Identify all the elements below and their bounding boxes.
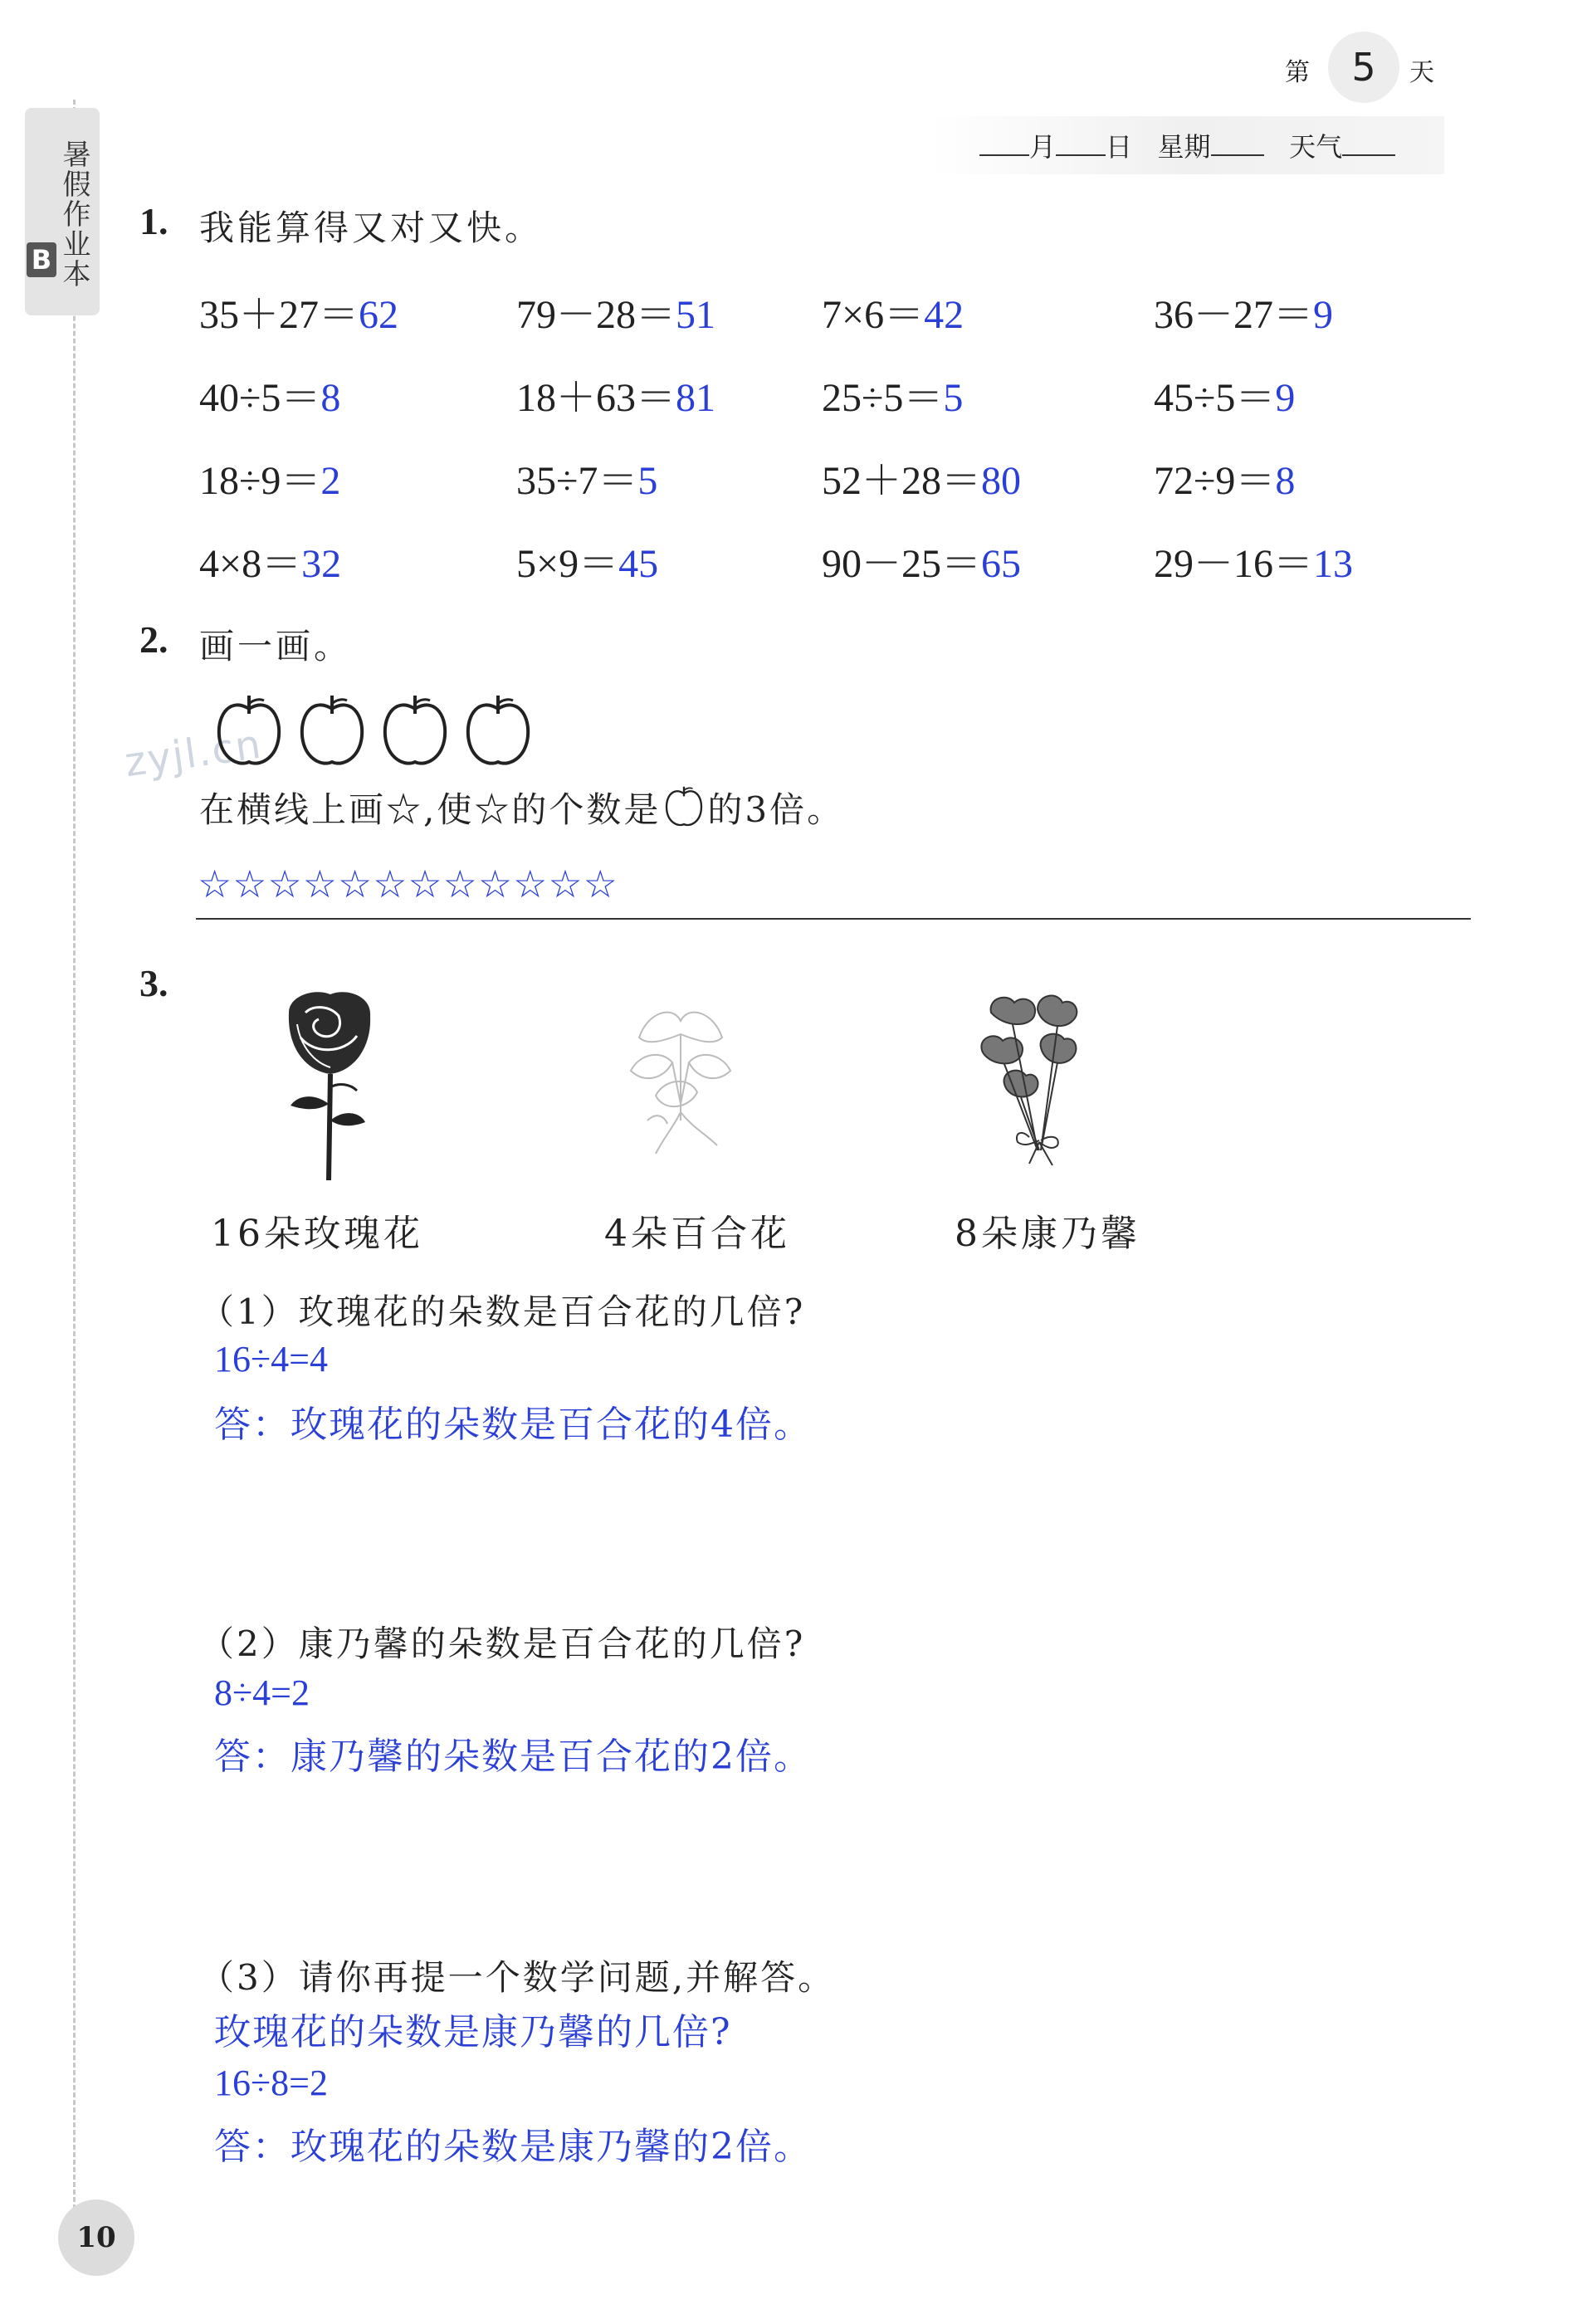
problem2-title: 画一画。 xyxy=(199,626,353,666)
apple-icon xyxy=(661,782,707,830)
month-label: 月 xyxy=(1029,131,1057,163)
calc-expression: 35＋27＝ xyxy=(199,293,359,337)
problem1-number: 1. xyxy=(139,200,168,242)
apple-icon xyxy=(463,689,533,772)
calc-expression: 52＋28＝ xyxy=(822,459,982,503)
calc-item xyxy=(516,365,715,422)
month-blank[interactable] xyxy=(979,129,1029,156)
instruction-before: 在横线上画☆,使☆的个数是 xyxy=(199,789,662,830)
rose-label: 16朵玫瑰花 xyxy=(211,1213,423,1255)
calc-expression: 35÷7＝ xyxy=(516,459,638,503)
day-number: 5 xyxy=(1328,32,1399,103)
answer-line xyxy=(196,918,1471,920)
weekday-blank[interactable] xyxy=(1211,129,1264,156)
calc-answer: 45 xyxy=(618,542,659,586)
calc-item xyxy=(822,448,1021,505)
calc-answer: 51 xyxy=(676,293,716,337)
calc-answer: 62 xyxy=(359,293,399,337)
problem2-number: 2. xyxy=(139,618,168,661)
calc-item xyxy=(199,448,340,505)
calc-item xyxy=(516,448,657,505)
calc-expression: 25÷5＝ xyxy=(822,376,944,420)
calc-answer: 5 xyxy=(637,459,658,503)
rose-icon xyxy=(264,988,397,1187)
calc-answer: 13 xyxy=(1313,542,1354,586)
calc-expression: 29－16＝ xyxy=(1154,542,1314,586)
carnation-label: 8朵康乃馨 xyxy=(955,1213,1140,1255)
weekday-label: 星期 xyxy=(1157,131,1211,163)
calc-item xyxy=(199,365,340,422)
question-2: （2）康乃馨的朵数是百合花的几倍? xyxy=(199,1623,806,1664)
book-spine xyxy=(0,0,116,2324)
weather-blank[interactable] xyxy=(1342,129,1395,156)
answer-3: 答：玫瑰花的朵数是康乃馨的2倍。 xyxy=(214,2126,812,2168)
calc-item xyxy=(1154,282,1333,339)
spine-dashed-line xyxy=(73,100,77,2224)
lily-icon xyxy=(614,988,747,1187)
day-prefix: 第 xyxy=(1285,58,1310,87)
calc-expression: 40÷5＝ xyxy=(199,376,321,420)
problem3-number: 3. xyxy=(139,962,168,1004)
day-label: 日 xyxy=(1106,131,1133,163)
calc-answer: 65 xyxy=(981,542,1022,586)
calc-answer: 8 xyxy=(1275,459,1296,503)
calc-item xyxy=(199,531,341,588)
calc-item xyxy=(1154,531,1353,588)
question-1: （1）玫瑰花的朵数是百合花的几倍? xyxy=(199,1291,806,1332)
calc-item xyxy=(516,531,658,588)
date-line xyxy=(979,126,1395,164)
carnation-icon xyxy=(971,988,1104,1187)
equation-2: 8÷4=2 xyxy=(214,1672,310,1713)
apple-icon xyxy=(297,689,367,772)
calc-answer: 42 xyxy=(924,293,964,337)
question-3: （3）请你再提一个数学问题,并解答。 xyxy=(199,1957,836,1998)
apple-icon xyxy=(214,689,284,772)
calc-expression: 72÷9＝ xyxy=(1154,459,1276,503)
watermark: zyjl.cn xyxy=(121,720,266,787)
calc-item xyxy=(822,282,964,339)
sub-question-3: 玫瑰花的朵数是康乃馨的几倍? xyxy=(214,2011,732,2053)
calc-expression: 7×6＝ xyxy=(822,293,925,337)
page-number: 10 xyxy=(58,2200,134,2276)
calc-item xyxy=(822,531,1021,588)
calc-expression: 79－28＝ xyxy=(516,293,676,337)
calc-answer: 8 xyxy=(320,376,341,420)
weather-label: 天气 xyxy=(1289,131,1343,163)
calc-answer: 2 xyxy=(320,459,341,503)
instruction-after: 的3倍。 xyxy=(707,789,845,830)
calc-answer: 9 xyxy=(1275,376,1296,420)
spine-title: 暑假作业本 xyxy=(57,139,90,289)
calc-expression: 4×8＝ xyxy=(199,542,302,586)
calc-item xyxy=(199,282,398,339)
calc-expression: 18÷9＝ xyxy=(199,459,321,503)
equation-3: 16÷8=2 xyxy=(214,2063,328,2103)
answer-stars: ☆☆☆☆☆☆☆☆☆☆☆☆ xyxy=(198,862,618,906)
day-suffix: 天 xyxy=(1409,58,1434,87)
calc-item xyxy=(1154,448,1295,505)
calc-expression: 5×9＝ xyxy=(516,542,619,586)
answer-1: 答：玫瑰花的朵数是百合花的4倍。 xyxy=(214,1404,812,1446)
calc-expression: 18＋63＝ xyxy=(516,376,676,420)
edition-badge: B xyxy=(27,242,56,277)
lily-label: 4朵百合花 xyxy=(604,1213,790,1255)
day-blank[interactable] xyxy=(1056,129,1106,156)
calc-answer: 5 xyxy=(943,376,964,420)
calc-answer: 32 xyxy=(301,542,342,586)
calc-answer: 81 xyxy=(676,376,716,420)
calc-answer: 80 xyxy=(981,459,1022,503)
apple-row xyxy=(214,689,546,780)
answer-2: 答：康乃馨的朵数是百合花的2倍。 xyxy=(214,1736,812,1778)
problem2-instruction xyxy=(199,782,844,832)
calc-expression: 90－25＝ xyxy=(822,542,982,586)
calc-item xyxy=(822,365,963,422)
calc-answer: 9 xyxy=(1313,293,1334,337)
calc-expression: 36－27＝ xyxy=(1154,293,1314,337)
calc-item xyxy=(1154,365,1295,422)
calc-expression: 45÷5＝ xyxy=(1154,376,1276,420)
calc-item xyxy=(516,282,715,339)
problem1-title: 我能算得又对又快。 xyxy=(199,208,544,248)
apple-icon xyxy=(380,689,450,772)
equation-1: 16÷4=4 xyxy=(214,1339,328,1379)
